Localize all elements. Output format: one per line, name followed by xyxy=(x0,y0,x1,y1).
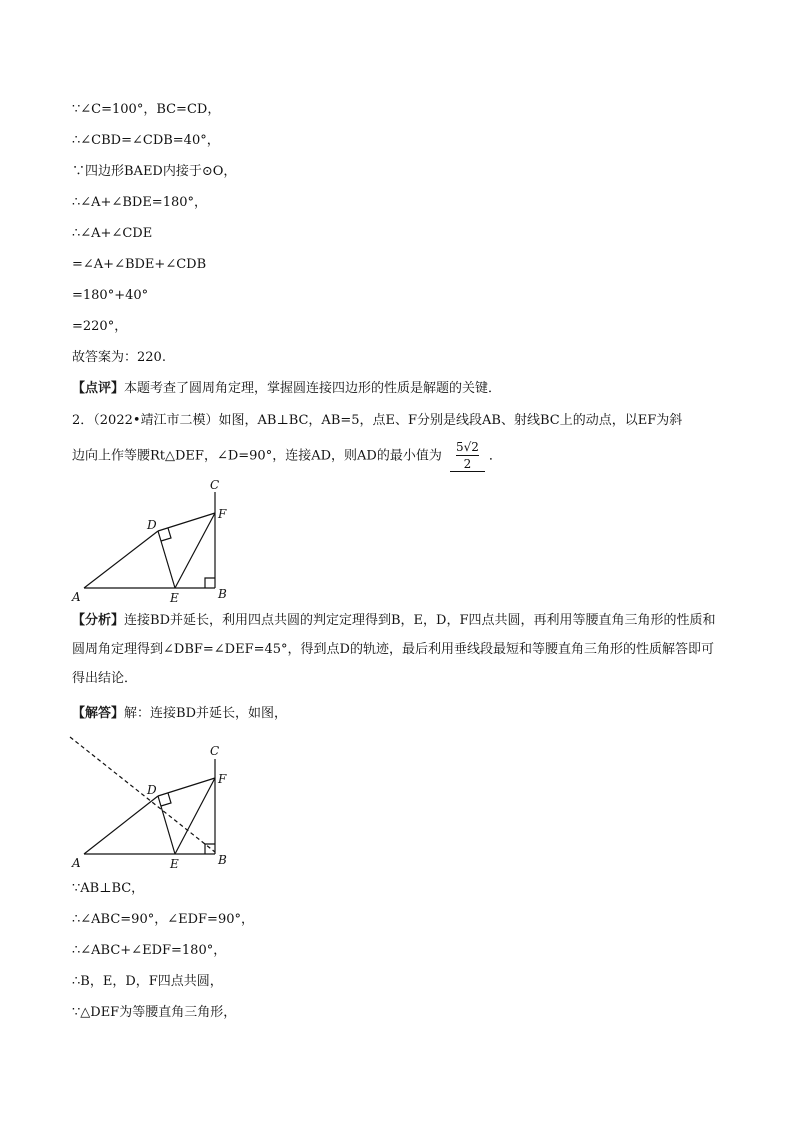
answer-denominator: 2 xyxy=(463,457,472,471)
analysis-paragraph xyxy=(72,606,724,693)
question-2-text: 边向上作等腰Rt△DEF，∠D=90°，连接AD，则AD的最小值为 xyxy=(72,448,442,464)
label-f: F xyxy=(218,507,227,521)
question-2-line-2 xyxy=(72,440,502,472)
solution-step: ∴∠ABC+∠EDF=180°， xyxy=(72,943,227,958)
figure-2 xyxy=(62,735,262,870)
solution-line: ∴∠CBD=∠CDB=40°， xyxy=(72,133,220,148)
solution-intro-line xyxy=(72,705,287,723)
comment-line xyxy=(72,380,501,398)
label-e: E xyxy=(170,591,179,603)
answer-numerator: 5√2 xyxy=(455,440,479,454)
label-d: D xyxy=(147,783,157,797)
label-b: B xyxy=(218,853,227,867)
label-c: C xyxy=(210,478,220,492)
analysis-tag: 【分析】 xyxy=(72,613,125,628)
label-a: A xyxy=(72,590,81,603)
solution-line: ∴∠A+∠BDE=180°， xyxy=(72,195,208,210)
segment-ef xyxy=(175,778,215,854)
solution-step: ∴B，E，D，F四点共圆， xyxy=(72,974,223,989)
solution-line: ∵四边形BAED内接于⊙O， xyxy=(72,164,237,179)
solution-step: ∵AB⊥BC， xyxy=(72,881,145,896)
label-f: F xyxy=(218,772,227,786)
label-e: E xyxy=(170,857,179,870)
solution-step: ∴∠ABC=90°，∠EDF=90°， xyxy=(72,912,254,927)
solution-line: 故答案为：220. xyxy=(72,350,166,365)
segment-ad xyxy=(84,531,158,588)
solution-intro: 解：连接BD并延长，如图， xyxy=(124,706,287,721)
solution-tag: 【解答】 xyxy=(72,706,125,721)
dashed-line-bd xyxy=(70,737,215,852)
right-angle-mark-b xyxy=(205,578,215,588)
question-2-end: ． xyxy=(488,448,502,464)
solution-line: ∴∠A+∠CDE xyxy=(72,226,153,241)
comment-text: 本题考查了圆周角定理，掌握圆连接四边形的性质是解题的关键． xyxy=(124,381,502,396)
solution-line: =180°+40° xyxy=(72,288,149,303)
right-angle-mark-b xyxy=(205,844,215,854)
analysis-text: 连接BD并延长，利用四点共圆的判定定理得到B，E，D，F四点共圆，再利用等腰直角三角形的性质和圆周角定理得到∠DBF=∠DEF=45°，得到点D的轨迹，最后利用垂线段最短和等腰直角三角形的性质解答即可得出结论． xyxy=(72,613,716,686)
label-b: B xyxy=(218,587,227,601)
question-2-line-1: 2．（2022•靖江市二模）如图，AB⊥BC，AB=5，点E、F分别是线段AB、射线BC上的动点，以EF为斜 xyxy=(72,413,683,428)
solution-line: ∵∠C=100°，BC=CD， xyxy=(72,102,221,117)
label-a: A xyxy=(72,856,81,870)
solution-line: =∠A+∠BDE+∠CDB xyxy=(72,257,207,272)
answer-blank xyxy=(450,440,485,472)
solution-step: ∵△DEF为等腰直角三角形， xyxy=(72,1005,237,1020)
solution-line: =220°， xyxy=(72,319,128,334)
label-d: D xyxy=(147,518,157,532)
segment-ad xyxy=(84,796,158,854)
figure-1 xyxy=(62,478,262,603)
comment-tag: 【点评】 xyxy=(72,381,125,396)
label-c: C xyxy=(210,744,220,758)
